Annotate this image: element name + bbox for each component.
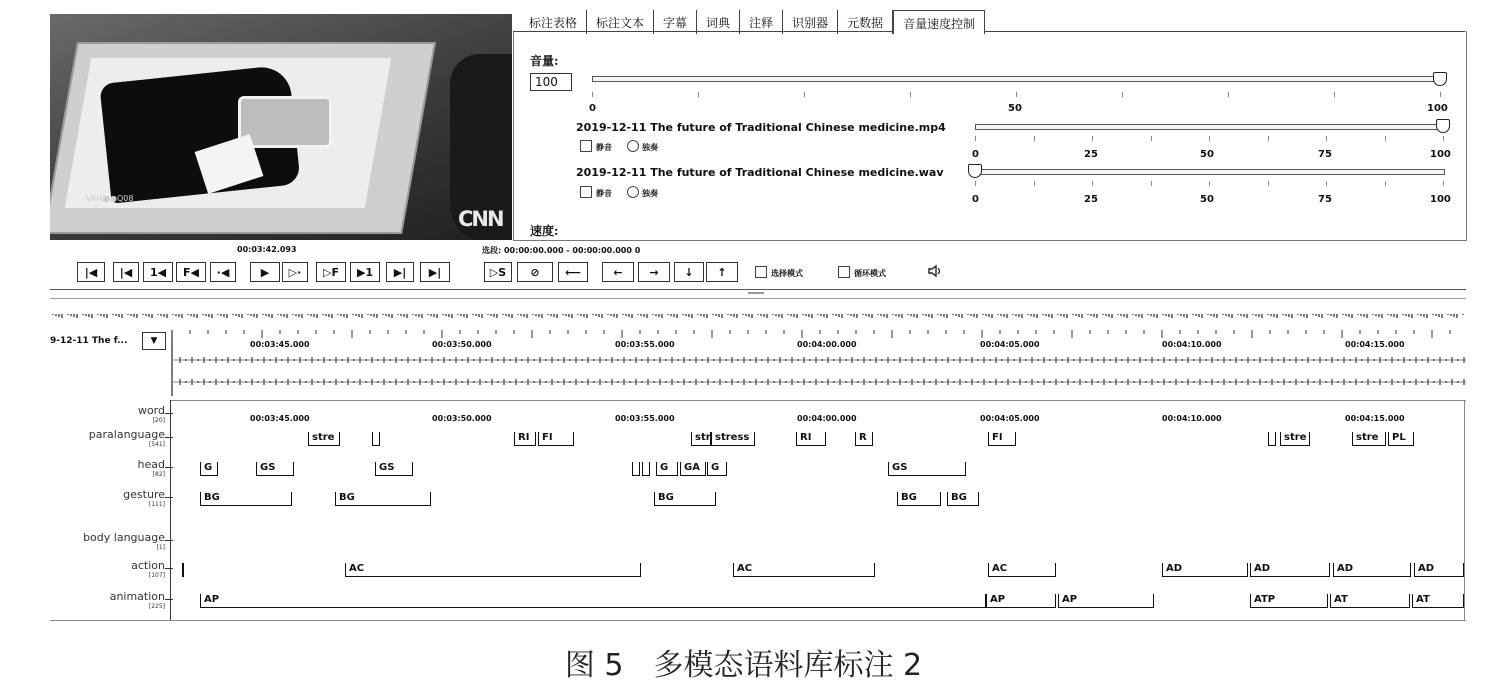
wav-volume-track[interactable] bbox=[975, 169, 1445, 175]
play-selection-button[interactable]: ▷S bbox=[484, 262, 512, 282]
tab-comments[interactable]: 注释 bbox=[740, 10, 783, 34]
slider-tick-mark bbox=[1385, 181, 1386, 186]
annotation-span-line bbox=[708, 475, 726, 476]
play-button[interactable]: ▶ bbox=[250, 262, 280, 282]
timeline-right-border bbox=[1464, 400, 1465, 620]
media-file-mp4-label: 2019-12-11 The future of Traditional Chinese medicine.mp4 bbox=[576, 121, 946, 134]
video-watermark: VAN■●Q08 bbox=[86, 194, 134, 203]
waveform-time-label: 00:03:50.000 bbox=[432, 340, 492, 349]
annotation-paralanguage[interactable] bbox=[1388, 432, 1414, 446]
annotation-span-line bbox=[346, 576, 640, 577]
tab-subtitles[interactable]: 字幕 bbox=[654, 10, 697, 34]
annotation-span-line bbox=[1389, 445, 1413, 446]
wav-tick-100: 100 bbox=[1430, 194, 1451, 205]
annotation-head[interactable] bbox=[256, 462, 294, 476]
annotation-paralanguage[interactable] bbox=[988, 432, 1016, 446]
mp4-volume-track[interactable] bbox=[975, 124, 1445, 130]
slider-tick-mark bbox=[1443, 181, 1444, 186]
annotation-head[interactable] bbox=[642, 462, 650, 476]
tier-annotation-count: [20] bbox=[152, 417, 165, 424]
tier-name[interactable]: action bbox=[131, 559, 165, 572]
wav-tick-0: 0 bbox=[972, 194, 979, 205]
annotation-value: BG bbox=[951, 492, 967, 503]
annotation-action[interactable] bbox=[1162, 563, 1248, 577]
annotation-paralanguage[interactable] bbox=[1280, 432, 1310, 446]
tier-annotation-count: [107] bbox=[148, 572, 165, 579]
annotation-span-line bbox=[889, 475, 965, 476]
annotation-paralanguage[interactable] bbox=[796, 432, 826, 446]
annotation-value: RI bbox=[518, 432, 530, 443]
wav-mute-checkbox[interactable] bbox=[580, 186, 592, 198]
slider-tick-mark bbox=[1034, 181, 1035, 186]
annotation-value: AT bbox=[1334, 594, 1348, 605]
timeline-time-label: 00:03:45.000 bbox=[250, 414, 310, 423]
selection-back-button[interactable]: ⟵ bbox=[558, 262, 588, 282]
go-to-end-button[interactable]: ▶| bbox=[420, 262, 450, 282]
annotation-value: GS bbox=[260, 462, 276, 473]
slider-tick-mark bbox=[1443, 136, 1444, 141]
annotation-action[interactable] bbox=[1414, 563, 1464, 577]
previous-frame-button[interactable]: F◀ bbox=[176, 262, 206, 282]
slider-tick-mark bbox=[1034, 136, 1035, 141]
previous-pixel-button[interactable]: ·◀ bbox=[210, 262, 236, 282]
slider-tick-mark bbox=[1268, 181, 1269, 186]
annotation-span-line bbox=[1269, 445, 1275, 446]
annotation-span-line bbox=[797, 445, 825, 446]
splitter-handle[interactable] bbox=[748, 292, 764, 294]
annotation-value: G bbox=[204, 462, 213, 473]
slider-tick-mark bbox=[975, 181, 976, 186]
waveform-track-selector[interactable] bbox=[50, 332, 170, 352]
annotation-animation[interactable] bbox=[1058, 594, 1154, 608]
waveform-time-label: 00:04:05.000 bbox=[980, 340, 1040, 349]
tier-name[interactable]: head bbox=[137, 458, 165, 471]
mp4-mute-checkbox[interactable] bbox=[580, 140, 592, 152]
annotation-gesture[interactable] bbox=[947, 492, 979, 506]
annotation-paralanguage[interactable] bbox=[1268, 432, 1276, 446]
slider-tick-mark bbox=[1092, 136, 1093, 141]
figure-caption: 图 5 多模态语料库标注 2 bbox=[564, 648, 923, 683]
slider-tick-mark bbox=[975, 136, 976, 141]
timeline-time-label: 00:04:05.000 bbox=[980, 414, 1040, 423]
mp4-tick-75: 75 bbox=[1318, 149, 1332, 160]
timeline-time-label: 00:04:10.000 bbox=[1162, 414, 1222, 423]
annotation-value: stre bbox=[312, 432, 335, 443]
annotation-paralanguage[interactable] bbox=[691, 432, 711, 446]
video-player[interactable] bbox=[50, 14, 512, 240]
waveform-time-label: 00:04:15.000 bbox=[1345, 340, 1405, 349]
nav-right-button[interactable]: → bbox=[638, 262, 670, 282]
annotation-value: BG bbox=[204, 492, 220, 503]
annotation-span-line bbox=[1281, 445, 1309, 446]
annotation-value: AP bbox=[1062, 594, 1078, 605]
waveform-time-label: 00:04:00.000 bbox=[797, 340, 857, 349]
annotation-animation[interactable] bbox=[1250, 594, 1328, 608]
annotation-value: G bbox=[711, 462, 720, 473]
tab-bar bbox=[520, 10, 985, 34]
annotation-value: AD bbox=[1418, 563, 1435, 574]
tier-annotation-count: [82] bbox=[152, 471, 165, 478]
annotation-paralanguage[interactable] bbox=[514, 432, 536, 446]
annotation-action[interactable] bbox=[345, 563, 641, 577]
annotation-value: AD bbox=[1166, 563, 1183, 574]
annotation-value: G bbox=[660, 462, 669, 473]
waveform-time-label: 00:03:55.000 bbox=[615, 340, 675, 349]
tier-annotation-count: [1] bbox=[156, 544, 165, 551]
waveform-view[interactable] bbox=[50, 306, 1466, 400]
annotation-action[interactable] bbox=[1333, 563, 1411, 577]
nav-up-button[interactable]: ↑ bbox=[706, 262, 738, 282]
annotation-span-line bbox=[201, 475, 217, 476]
cnn-logo: CNN bbox=[458, 207, 503, 231]
annotation-value: AC bbox=[349, 563, 365, 574]
annotation-paralanguage[interactable] bbox=[1352, 432, 1386, 446]
annotation-span-line bbox=[948, 505, 978, 506]
selection-readout: 选段: 00:00:00.000 - 00:00:00.000 0 bbox=[482, 246, 641, 255]
slider-tick-mark bbox=[1209, 136, 1210, 141]
media-file-wav-label: 2019-12-11 The future of Traditional Chinese medicine.wav bbox=[576, 166, 944, 179]
tier-name[interactable]: paralanguage bbox=[88, 428, 165, 441]
annotation-span-line bbox=[643, 475, 649, 476]
tier-tick bbox=[165, 568, 173, 569]
tier-tick bbox=[165, 467, 173, 468]
annotation-span-line bbox=[856, 445, 872, 446]
slider-tick-mark bbox=[1151, 136, 1152, 141]
mp4-tick-100: 100 bbox=[1430, 149, 1451, 160]
annotation-span-line bbox=[373, 445, 379, 446]
previous-second-button[interactable]: 1◀ bbox=[143, 262, 173, 282]
annotation-paralanguage[interactable] bbox=[308, 432, 340, 446]
annotation-span-line bbox=[1413, 607, 1463, 608]
mp4-volume-thumb[interactable] bbox=[1436, 119, 1450, 133]
annotation-span-line bbox=[515, 445, 535, 446]
next-frame-button[interactable]: ▷F bbox=[316, 262, 346, 282]
annotation-head[interactable] bbox=[632, 462, 640, 476]
volume-label: 音量: bbox=[530, 54, 559, 68]
splitter-top bbox=[50, 289, 1466, 290]
master-tick-100: 100 bbox=[1427, 103, 1448, 114]
next-second-button[interactable]: ▶1 bbox=[350, 262, 380, 282]
wav-tick-25: 25 bbox=[1084, 194, 1098, 205]
wav-solo-label: 独奏 bbox=[642, 189, 658, 198]
annotation-span-line bbox=[1331, 607, 1409, 608]
slider-tick-mark bbox=[1092, 181, 1093, 186]
slider-tick-mark bbox=[1151, 181, 1152, 186]
tab-recognizers[interactable]: 识别器 bbox=[783, 10, 838, 34]
tier-header-divider bbox=[170, 400, 171, 620]
annotation-value: AC bbox=[737, 563, 753, 574]
slider-tick-mark bbox=[1122, 92, 1123, 97]
tab-grid[interactable]: 标注表格 bbox=[520, 10, 587, 34]
loop-mode-label: 循环模式 bbox=[854, 269, 886, 278]
annotation-span-line bbox=[1415, 576, 1463, 577]
annotation-head[interactable] bbox=[375, 462, 413, 476]
annotation-span-line bbox=[1251, 607, 1327, 608]
tier-annotation-count: [111] bbox=[148, 501, 165, 508]
tab-text[interactable]: 标注文本 bbox=[587, 10, 654, 34]
annotation-value: AD bbox=[1337, 563, 1354, 574]
chevron-down-icon[interactable]: ▼ bbox=[142, 332, 166, 350]
next-scrollview-button[interactable]: ▶| bbox=[386, 262, 414, 282]
loop-mode-checkbox[interactable] bbox=[838, 266, 850, 278]
mp4-tick-0: 0 bbox=[972, 149, 979, 160]
slider-tick-mark bbox=[1334, 92, 1335, 97]
tier-tick bbox=[165, 413, 173, 414]
previous-scrollview-button[interactable]: |◀ bbox=[113, 262, 139, 282]
wav-volume-thumb[interactable] bbox=[968, 164, 982, 178]
annotation-span-line bbox=[681, 475, 705, 476]
speaker-icon[interactable] bbox=[928, 264, 944, 278]
slider-tick-mark bbox=[1326, 181, 1327, 186]
timeline-time-label: 00:04:00.000 bbox=[797, 414, 857, 423]
slider-tick-mark bbox=[698, 92, 699, 97]
annotation-span-line bbox=[1251, 576, 1329, 577]
annotation-gesture[interactable] bbox=[654, 492, 716, 506]
timeline-time-label: 00:03:50.000 bbox=[432, 414, 492, 423]
annotation-action[interactable] bbox=[1250, 563, 1330, 577]
annotation-span-line bbox=[987, 607, 1055, 608]
timeline-time-label: 00:03:55.000 bbox=[615, 414, 675, 423]
annotation-value: GS bbox=[379, 462, 395, 473]
annotation-span-line bbox=[1163, 576, 1247, 577]
mp4-solo-label: 独奏 bbox=[642, 143, 658, 152]
annotation-paralanguage[interactable] bbox=[372, 432, 380, 446]
annotation-value: GA bbox=[684, 462, 700, 473]
annotation-span-line bbox=[633, 475, 639, 476]
annotation-span-line bbox=[655, 505, 715, 506]
annotation-value: str bbox=[695, 432, 711, 443]
annotation-value: BG bbox=[339, 492, 355, 503]
annotation-value: AP bbox=[990, 594, 1006, 605]
annotation-span-line bbox=[712, 445, 754, 446]
tab-volume-speed[interactable]: 音量速度控制 bbox=[893, 10, 985, 34]
annotation-span-line bbox=[1059, 607, 1153, 608]
timeline-top-border bbox=[170, 400, 1466, 401]
waveform-track-name: 9-12-11 The f... bbox=[50, 336, 128, 346]
annotation-span-line bbox=[257, 475, 293, 476]
tier-tick bbox=[165, 540, 173, 541]
annotation-span-line bbox=[336, 505, 430, 506]
timeline-time-label: 00:04:15.000 bbox=[1345, 414, 1405, 423]
tier-name[interactable]: body language bbox=[83, 531, 165, 544]
selection-mode-checkbox[interactable] bbox=[755, 266, 767, 278]
nav-down-button[interactable]: ↓ bbox=[674, 262, 704, 282]
slider-tick-mark bbox=[1209, 181, 1210, 186]
annotation-span-line bbox=[309, 445, 339, 446]
annotation-gesture[interactable] bbox=[897, 492, 941, 506]
slider-tick-mark bbox=[910, 92, 911, 97]
annotation-value: PL bbox=[1392, 432, 1406, 443]
waveform-time-label: 00:04:10.000 bbox=[1162, 340, 1222, 349]
speed-label: 速度: bbox=[530, 224, 559, 238]
annotation-span-line bbox=[692, 445, 710, 446]
master-volume-track[interactable] bbox=[592, 76, 1442, 82]
annotation-head[interactable] bbox=[200, 462, 218, 476]
annotation-action[interactable] bbox=[182, 563, 184, 577]
annotation-value: R bbox=[859, 432, 867, 443]
annotation-action[interactable] bbox=[733, 563, 875, 577]
slider-tick-mark bbox=[1326, 136, 1327, 141]
slider-tick-mark bbox=[1440, 92, 1441, 97]
mp4-tick-50: 50 bbox=[1200, 149, 1214, 160]
mp4-solo-radio[interactable] bbox=[627, 140, 639, 152]
annotation-head[interactable] bbox=[656, 462, 678, 476]
annotation-paralanguage[interactable] bbox=[711, 432, 755, 446]
annotation-head[interactable] bbox=[680, 462, 706, 476]
slider-tick-mark bbox=[592, 92, 593, 97]
volume-speed-panel bbox=[513, 31, 1467, 241]
wav-solo-radio[interactable] bbox=[627, 186, 639, 198]
master-tick-0: 0 bbox=[589, 103, 596, 114]
annotation-animation[interactable] bbox=[200, 594, 986, 608]
master-volume-thumb[interactable] bbox=[1433, 72, 1447, 86]
wav-tick-75: 75 bbox=[1318, 194, 1332, 205]
annotation-value: FI bbox=[542, 432, 553, 443]
splitter-bottom bbox=[50, 298, 1466, 299]
tier-annotation-count: [541] bbox=[148, 441, 165, 448]
bowl-image bbox=[238, 96, 332, 148]
tier-tick bbox=[165, 497, 173, 498]
timeline-bottom-border bbox=[50, 620, 1466, 621]
annotation-span-line bbox=[657, 475, 677, 476]
mp4-tick-25: 25 bbox=[1084, 149, 1098, 160]
annotation-span-line bbox=[989, 576, 1055, 577]
annotation-value: stre bbox=[1356, 432, 1379, 443]
tab-lexicon[interactable]: 词典 bbox=[697, 10, 740, 34]
go-to-start-button[interactable]: |◀ bbox=[77, 262, 105, 282]
annotation-value: BG bbox=[658, 492, 674, 503]
slider-tick-mark bbox=[1268, 136, 1269, 141]
annotation-value: FI bbox=[992, 432, 1003, 443]
tier-tick bbox=[165, 437, 173, 438]
annotation-paralanguage[interactable] bbox=[538, 432, 574, 446]
annotation-span-line bbox=[1334, 576, 1410, 577]
mp4-mute-label: 静音 bbox=[596, 143, 612, 152]
annotation-value: RI bbox=[800, 432, 812, 443]
wav-tick-50: 50 bbox=[1200, 194, 1214, 205]
tier-name[interactable]: gesture bbox=[123, 488, 165, 501]
volume-input[interactable]: 100 bbox=[530, 73, 572, 91]
annotation-value: AD bbox=[1254, 563, 1271, 574]
annotation-value: AC bbox=[992, 563, 1008, 574]
annotation-value: stre bbox=[1284, 432, 1307, 443]
slider-tick-mark bbox=[1385, 136, 1386, 141]
annotation-animation[interactable] bbox=[1412, 594, 1464, 608]
master-tick-50: 50 bbox=[1008, 103, 1022, 114]
annotation-value: AP bbox=[204, 594, 220, 605]
current-time: 00:03:42.093 bbox=[237, 245, 297, 254]
selection-mode-label: 选择模式 bbox=[771, 269, 803, 278]
clear-selection-button[interactable]: ⊘ bbox=[517, 262, 553, 282]
annotation-action[interactable] bbox=[988, 563, 1056, 577]
annotation-value: ATP bbox=[1254, 594, 1276, 605]
tab-metadata[interactable]: 元数据 bbox=[838, 10, 893, 34]
annotation-span-line bbox=[898, 505, 940, 506]
tier-annotation-count: [225] bbox=[148, 603, 165, 610]
tier-name[interactable]: word bbox=[137, 404, 165, 417]
nav-left-button[interactable]: ← bbox=[602, 262, 634, 282]
slider-tick-mark bbox=[804, 92, 805, 97]
annotation-animation[interactable] bbox=[986, 594, 1056, 608]
annotation-value: BG bbox=[901, 492, 917, 503]
annotation-head[interactable] bbox=[888, 462, 966, 476]
annotation-span-line bbox=[989, 445, 1015, 446]
annotation-span-line bbox=[539, 445, 573, 446]
slider-tick-mark bbox=[1228, 92, 1229, 97]
tier-name[interactable]: animation bbox=[109, 590, 165, 603]
waveform-time-label: 00:03:45.000 bbox=[250, 340, 310, 349]
annotation-value: GS bbox=[892, 462, 908, 473]
annotation-head[interactable] bbox=[707, 462, 727, 476]
annotation-span-line bbox=[201, 505, 291, 506]
annotation-span-line bbox=[734, 576, 874, 577]
annotation-gesture[interactable] bbox=[200, 492, 292, 506]
annotation-paralanguage[interactable] bbox=[855, 432, 873, 446]
annotation-span-line bbox=[201, 607, 985, 608]
slider-tick-mark bbox=[1016, 92, 1017, 97]
wav-mute-label: 静音 bbox=[596, 189, 612, 198]
annotation-span-line bbox=[1353, 445, 1385, 446]
annotation-value: AT bbox=[1416, 594, 1430, 605]
annotation-value: stress bbox=[715, 432, 750, 443]
annotation-gesture[interactable] bbox=[335, 492, 431, 506]
tier-tick bbox=[165, 599, 173, 600]
annotation-span-line bbox=[376, 475, 412, 476]
next-pixel-button[interactable]: ▷· bbox=[282, 262, 308, 282]
annotation-animation[interactable] bbox=[1330, 594, 1410, 608]
